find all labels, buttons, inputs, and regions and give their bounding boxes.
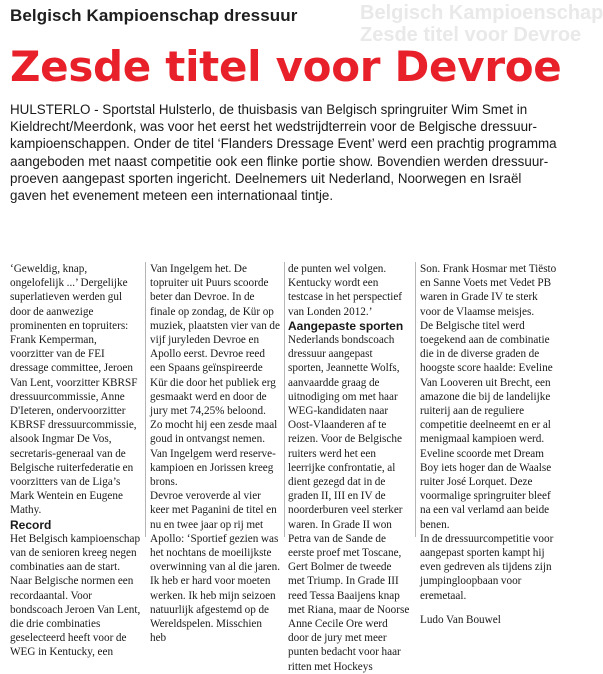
body-column-1 — [10, 262, 141, 659]
article-kicker: Belgisch Kampioenschap dressuur — [10, 6, 298, 25]
article-headline: Zesde titel voor Devroe — [10, 42, 562, 91]
body-column-3 — [288, 262, 410, 673]
column-divider — [145, 262, 146, 537]
paragraph: Son. Frank Hosmar met Tiësto en Sanne Voets met Vedet PB waren in Grade IV te sterk voor de Vlaamse meisjes. — [420, 263, 557, 318]
column-divider — [415, 262, 416, 537]
author-byline: Ludo Van Bouwel — [420, 613, 501, 626]
paragraph: Nederlands bondscoach dressuur aangepast sporten, Jeannette Wolfs, aanvaardde graag de uitnodiging om met haar WEG-kandidaten naar Oost-Vlaanderen af te reizen. Voor de Belgische ruiters werd het een leerrijke confrontatie, al dient gezegd dat in de graden II, III en IV de noorderburen veel sterker waren. In Grade II won Petra van de Sande de eerste proef met Toscane, Gert Bolmer de tweede met Triump. In Grade III reed Tessa Baaijens knap met Riana, maar de Noorse Anne Cecile Ore werd door de jury met meer punten bedacht voor haar ritten met Hockeys — [288, 334, 410, 673]
paragraph: De Belgische titel werd toegekend aan de combinatie die in de diverse graden de hoogste score haalde: Eveline Van Looveren uit Brecht, een amazone die bij de landelijke ruiterij aan de reguliere competitie deelneemt en er al menigmaal kampioen werd. Eveline scoorde met Dream Boy iets hoger dan de Waalse ruiter José Lorquet. Deze voormalige springruiter bleef na een val verlamd aan beide benen. — [420, 319, 553, 531]
paragraph: Van Ingelgem het. De topruiter uit Puurs scoorde beter dan Devroe. In de finale op zondag, de Kür op muziek, plaatsten vier van de vijf juryleden Devroe en Apollo eerst. Devroe reed een Spaans geïnspireerde Kür die door het publiek erg gesmaakt werd en door de jury met 74,25% beloond. Zo mocht hij een zesde maal goud in ontvangst nemen. Van Ingelgem werd reserve-kampioen en Jorissen kreeg brons. — [150, 263, 280, 489]
bleed-through-line: Zesde titel voor Devroe — [360, 24, 582, 46]
subheading-record: Record — [10, 517, 52, 532]
subheading-aangepaste-sporten: Aangepaste sporten — [288, 318, 404, 333]
article-lede: HULSTERLO - Sportstal Hulsterlo, de thuisbasis van Belgisch springruiter Wim Smet in Kieldrecht/Meerdonk, was voor het eerst het wedstrijdterrein voor de Belgische dressuur-kampioenschappen. Onder de titel ‘Flanders Dressage Event’ werd een prachtig programma aangeboden met naast competitie ook een flinke portie show. Bovendien werden dressuur-proeven aangepast sporten ingericht. Deelnemers uit Nederland, Noorwegen en Israël gaven het evenement meteen een internationaal tintje. — [10, 102, 557, 204]
body-column-4 — [420, 262, 557, 626]
bleed-through-line: Belgisch Kampioenschap — [360, 2, 603, 24]
paragraph: In de dressuurcompetitie voor aangepast sporten kampt hij even gedreven als tijdens zijn jumpingloopbaan voor eremetaal. — [420, 532, 554, 602]
column-divider — [284, 262, 285, 537]
paragraph: ‘Geweldig, knap, ongelofelijk ...’ Dergelijke superlatieven werden gul door de aanwezige prominenten en topruiters: Frank Kemperman, voorzitter van de FEI dressage committee, Jeroen Van Lent, voorzitter KBRSF dressuurcommissie, Anne D'Ieteren, ondervoorzitter KBRSF dressuurcommissie, alsook Ingmar De Vos, secretaris-generaal van de Belgische ruiterfederatie en voorzitters van de Liga’s Mark Wentein en Eugene Mathy. — [10, 263, 138, 517]
body-column-2 — [150, 262, 280, 645]
paragraph: Devroe veroverde al vier keer met Paganini de titel en nu en twee jaar op rij met Apollo: ‘Sportief gezien was het nochtans de moeilijkste overwinning van al die jaren. Ik heb er hard voor moeten werken. Ik heb mijn seizoen natuurlijk afgestemd op de Wereldspelen. Misschien heb — [150, 490, 280, 645]
paragraph: de punten wel volgen. Kentucky wordt een testcase in het perspectief van Londen 2012.’ — [288, 263, 403, 318]
paragraph: Het Belgisch kampioenschap van de senioren kreeg negen combinaties aan de start. Naar Belgische normen een recordaantal. Voor bondscoach Jeroen Van Lent, die drie combinaties geselecteerd heeft voor de WEG in Kentucky, een — [10, 532, 141, 659]
